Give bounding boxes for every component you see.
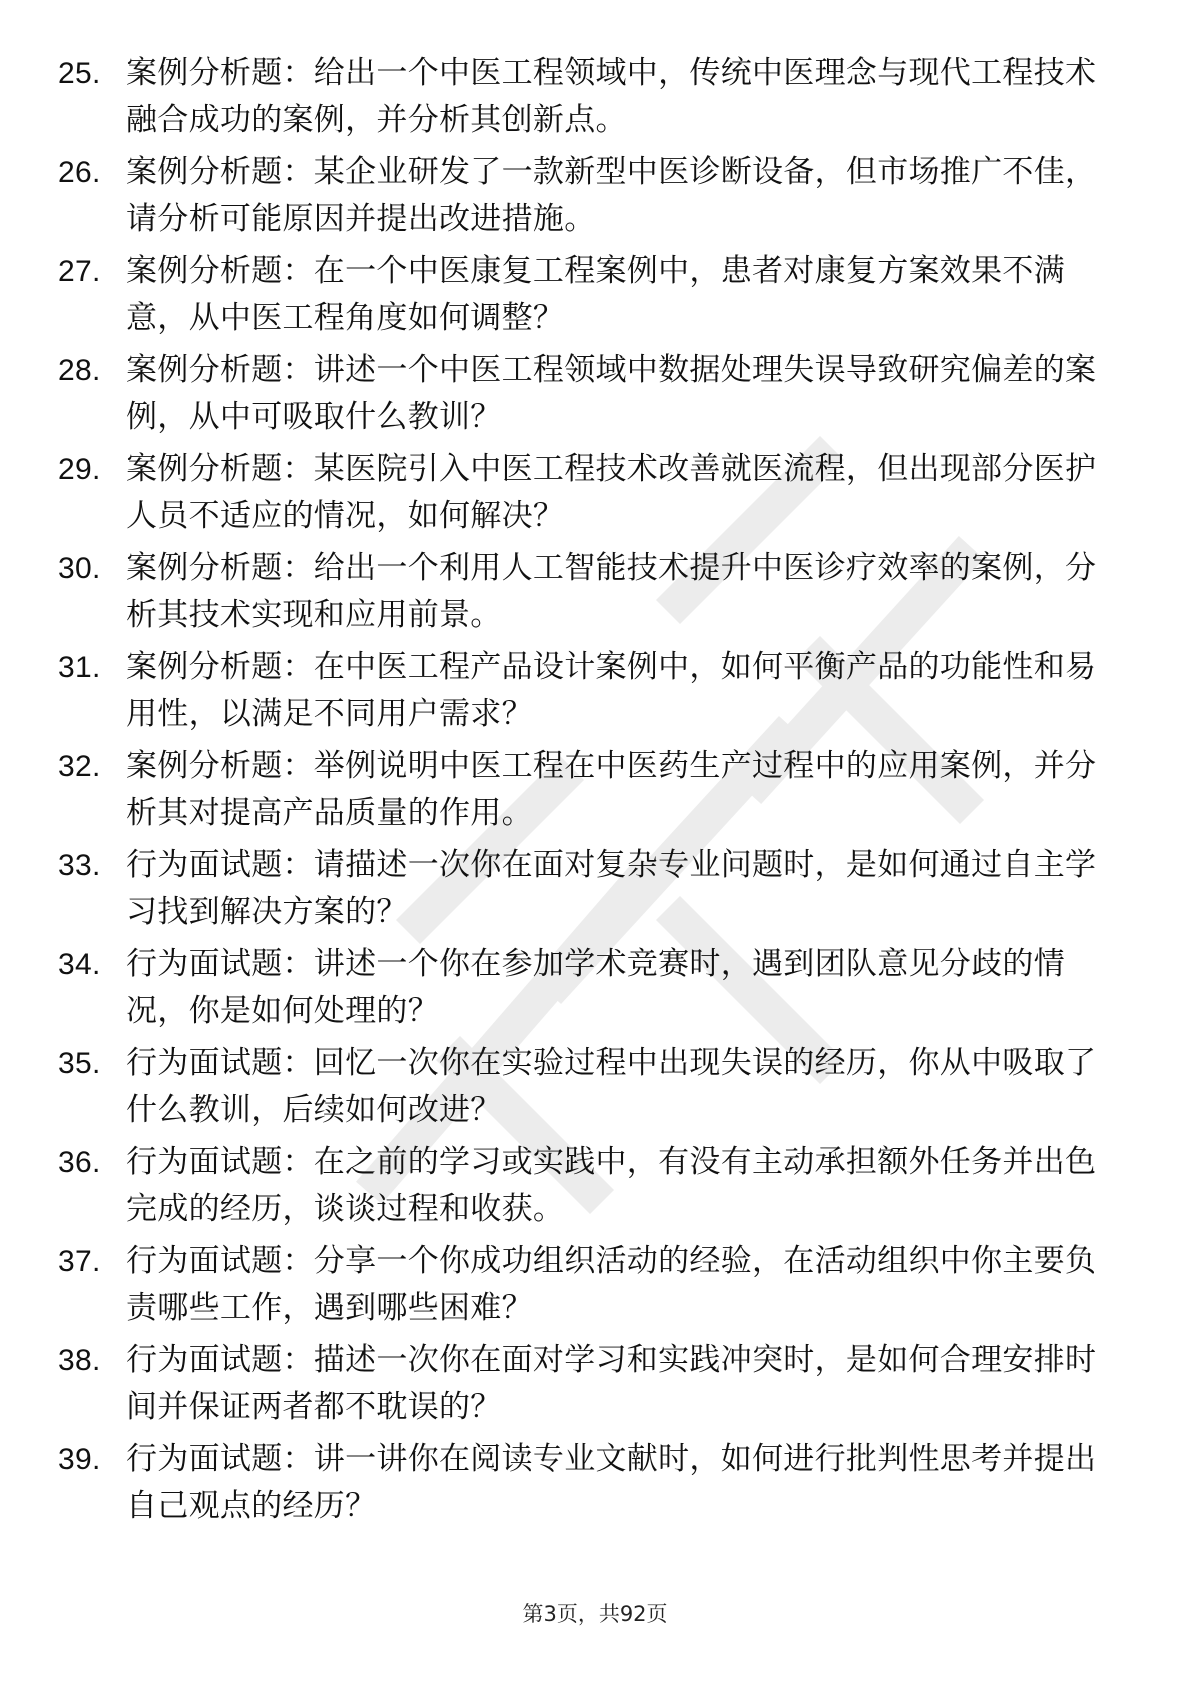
question-text: 行为面试题：讲一讲你在阅读专业文献时，如何进行批判性思考并提出自己观点的经历？ [126, 1441, 1097, 1524]
list-item [58, 1040, 1118, 1134]
question-text: 行为面试题：分享一个你成功组织活动的经验，在活动组织中你主要负责哪些工作，遇到哪些困难？ [126, 1243, 1097, 1326]
list-item [58, 644, 1118, 738]
question-text: 行为面试题：讲述一个你在参加学术竞赛时，遇到团队意见分歧的情况，你是如何处理的？ [126, 946, 1065, 1029]
list-item [58, 1337, 1118, 1431]
list-item [58, 248, 1118, 342]
list-item [58, 1238, 1118, 1332]
question-number: 33. [58, 849, 101, 882]
question-number: 39. [58, 1443, 101, 1476]
question-text: 案例分析题：举例说明中医工程在中医药生产过程中的应用案例，并分析其对提高产品质量的作用。 [126, 748, 1097, 831]
question-text: 案例分析题：某企业研发了一款新型中医诊断设备，但市场推广不佳，请分析可能原因并提出改进措施。 [126, 154, 1097, 237]
question-number: 30. [58, 552, 101, 585]
list-item [58, 50, 1118, 144]
list-item [58, 347, 1118, 441]
question-number: 35. [58, 1047, 101, 1080]
question-number: 25. [58, 57, 101, 90]
question-number: 29. [58, 453, 101, 486]
question-text: 行为面试题：描述一次你在面对学习和实践冲突时，是如何合理安排时间并保证两者都不耽误的？ [126, 1342, 1097, 1425]
question-text: 行为面试题：在之前的学习或实践中，有没有主动承担额外任务并出色完成的经历，谈谈过程和收获。 [126, 1144, 1097, 1227]
question-number: 32. [58, 750, 101, 783]
question-text: 案例分析题：给出一个中医工程领域中，传统中医理念与现代工程技术融合成功的案例，并分析其创新点。 [126, 55, 1097, 138]
question-text: 案例分析题：在中医工程产品设计案例中，如何平衡产品的功能性和易用性，以满足不同用户需求？ [126, 649, 1097, 732]
question-number: 31. [58, 651, 101, 684]
question-text: 行为面试题：回忆一次你在实验过程中出现失误的经历，你从中吸取了什么教训，后续如何改进？ [126, 1045, 1097, 1128]
question-text: 案例分析题：在一个中医康复工程案例中，患者对康复方案效果不满意，从中医工程角度如何调整？ [126, 253, 1065, 336]
list-item [58, 842, 1118, 936]
question-number: 36. [58, 1146, 101, 1179]
question-number: 38. [58, 1344, 101, 1377]
list-item [58, 545, 1118, 639]
list-item [58, 1139, 1118, 1233]
question-text: 案例分析题：给出一个利用人工智能技术提升中医诊疗效率的案例，分析其技术实现和应用前景。 [126, 550, 1097, 633]
question-text: 行为面试题：请描述一次你在面对复杂专业问题时，是如何通过自主学习找到解决方案的？ [126, 847, 1097, 930]
question-number: 27. [58, 255, 101, 288]
list-item [58, 1436, 1118, 1530]
question-number: 34. [58, 948, 101, 981]
list-item [58, 446, 1118, 540]
question-number: 37. [58, 1245, 101, 1278]
question-number: 26. [58, 156, 101, 189]
list-item [58, 941, 1118, 1035]
question-list [58, 50, 1118, 1535]
list-item [58, 149, 1118, 243]
list-item [58, 743, 1118, 837]
page-footer: 第3页，共92页 [522, 1602, 668, 1626]
question-number: 28. [58, 354, 101, 387]
question-text: 案例分析题：讲述一个中医工程领域中数据处理失误导致研究偏差的案例，从中可吸取什么教训？ [126, 352, 1097, 435]
question-text: 案例分析题：某医院引入中医工程技术改善就医流程，但出现部分医护人员不适应的情况，如何解决？ [126, 451, 1097, 534]
